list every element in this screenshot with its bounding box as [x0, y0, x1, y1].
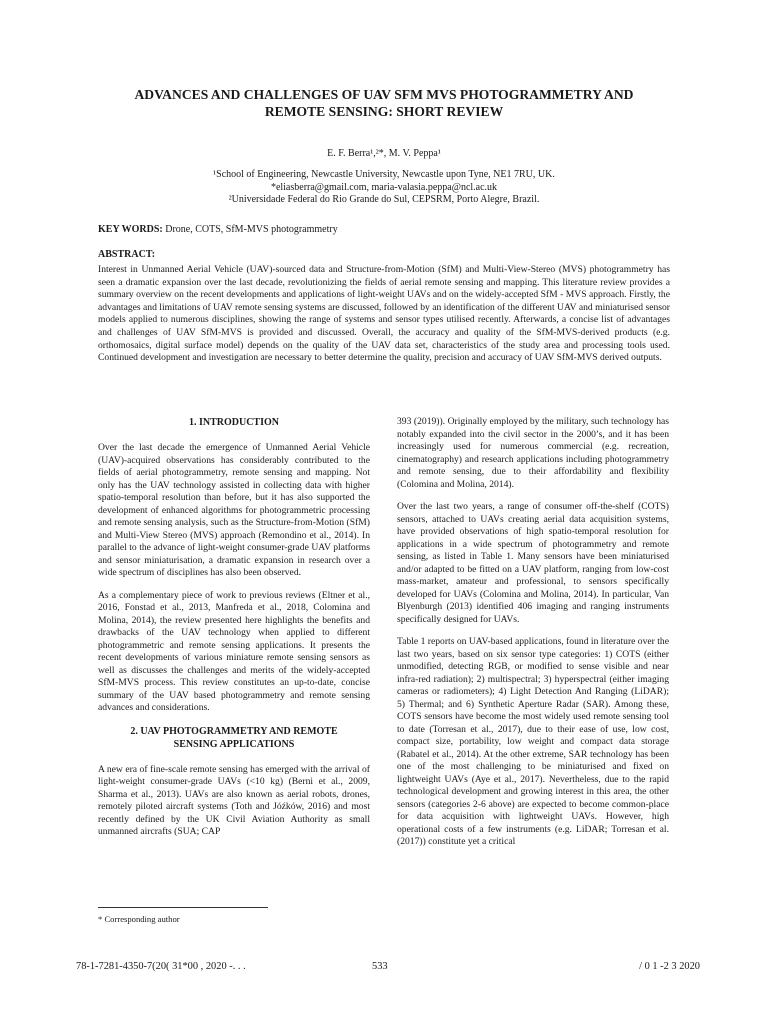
footer-copyright: / 0 1 -2 3 2020: [639, 961, 700, 972]
section-2-heading-line-1: 2. UAV PHOTOGRAMMETRY AND REMOTE: [130, 725, 338, 737]
intro-paragraph-1: Over the last decade the emergence of Unmanned Aerial Vehicle (UAV)-acquired observations has considerably contributed to the fields of aerial photogrammetry, remote sensing and mapping. Not only has the UAV technology assisted in collecting data with higher spatio-temporal resolution than before, but it has also supported the development of enhanced algorithms for photogrammetric processing and remote sensing analysis, such as the Structure-from-Motion (SfM) and Multi-View Stereo (MVS) approach (Remondino et al., 2014). In parallel to the advance of light-weight consumer-grade UAV platforms and sensor miniaturisation, a dramatic expansion in research over a wide spectrum of disciplines has also been observed.: [98, 442, 370, 578]
keywords-line: [98, 224, 670, 235]
right-paragraph-2: Over the last two years, a range of consumer off-the-shelf (COTS) sensors, attached to UAVs creating aerial data acquisition systems, have provided observations of high spatio-temporal resolution for applications in a wide spectrum of photogrammetry and remote sensing, as listed in Table 1. Many sensors have been miniaturised and/or adapted to be fitted on a UAV platform, ranging from low-cost mass-market, amateur and professional, to sensors specifically developed for UAVs (Colomina and Molina, 2014). In particular, Van Blyenburgh (2013) identified 406 imaging and ranging instruments specifically designed for UAVs.: [397, 501, 669, 625]
keywords-label: KEY WORDS:: [98, 224, 163, 235]
footer-isbn: 78-1-7281-4350-7(20( 31*00 , 2020 -. . .: [76, 961, 246, 972]
affiliation-1: ¹School of Engineering, Newcastle University, Newcastle upon Tyne, NE1 7RU, UK.: [213, 169, 555, 180]
affiliation-2: ²Universidade Federal do Rio Grande do Sul, CEPSRM, Porto Alegre, Brazil.: [228, 194, 540, 206]
left-column: [98, 416, 370, 849]
footnote-rule: [98, 907, 268, 908]
right-column: [397, 416, 669, 859]
paper-title: [90, 86, 678, 120]
section-2-heading-line-2: SENSING APPLICATIONS: [173, 738, 295, 750]
section-2-heading: [98, 725, 370, 751]
author-emails: *eliasberra@gmail.com, maria-valasia.peppa@ncl.ac.uk: [270, 181, 498, 193]
keywords-text: Drone, COTS, SfM-MVS photogrammetry: [165, 224, 338, 235]
right-paragraph-1: 393 (2019)). Originally employed by the military, such technology has notably expanded into the civil sector in the 2000’s, and it has been increasingly used for numerous commercial (e.g. recreation, cinematography) and research applications including photogrammetry and remote sensing, due to their affordability and flexibility (Colomina and Molina, 2014).: [397, 416, 669, 490]
page-number: 533: [372, 961, 388, 972]
footnote: * Corresponding author: [98, 914, 180, 924]
abstract-heading: ABSTRACT:: [98, 249, 156, 260]
abstract-text: Interest in Unmanned Aerial Vehicle (UAV)-sourced data and Structure-from-Motion (SfM) and Multi-View-Stereo (MVS) photogrammetry has seen a dramatic expansion over the last decade, revolutionizing the fields of aerial remote sensing and mapping. This literature review provides a summary overview on the recent developments and applications of light-weight UAVs and on the widely-accepted SfM - MVS approach. Firstly, the advantages and limitations of UAV remote sensing systems are discussed, followed by an identification of the different UAV and miniaturised sensor models applied to numerous disciplines, showing the range of systems and sensor types utilised recently. Afterwards, a concise list of advantages and challenges of UAV SfM-MVS is provided and discussed. Overall, the accuracy and quality of the SfM-MVS-derived products (e.g. orthomosaics, digital surface model) depends on the quality of the UAV data set, characteristics of the study area and processing tools used. Continued development and investigation are necessary to better determine the quality, precision and accuracy of UAV SfM-MVS derived outputs.: [98, 264, 670, 364]
intro-paragraph-2: As a complementary piece of work to previous reviews (Eltner et al., 2016, Fonstad et al., 2013, Manfreda et al., 2018, Colomina and Molina, 2014), the review presented here highlights the benefits and drawbacks of the UAV technology when applied to different photogrammetric and remote sensing applications. It presents the recent developments of various miniature remote sensing sensors as well as discusses the challenges and merits of the widely-accepted SfM-MVS process. This review constitutes an up-to-date, concise summary of the UAV based photogrammetry and remote sensing advances and considerations.: [98, 589, 370, 713]
title-line-2: REMOTE SENSING: SHORT REVIEW: [264, 104, 504, 119]
title-line-1: ADVANCES AND CHALLENGES OF UAV SFM MVS PHOTOGRAMMETRY AND: [134, 87, 634, 102]
section-1-heading: 1. INTRODUCTION: [188, 417, 279, 428]
affiliations: [90, 169, 678, 207]
right-paragraph-3: Table 1 reports on UAV-based applications, found in literature over the last two years, based on six sensor type categories: 1) COTS (either unmodified, detecting RGB, or modified to sense visible and near infra-red radiation); 2) multispectral; 3) hyperspectral (either imaging cameras or radiometers); 4) Light Detection And Ranging (LiDAR); 5) Thermal; and 6) Synthetic Aperture Radar (SAR). Among these, COTS sensors have become the most widely used remote sensing tool to date (Torresan et al., 2017), due to their ease of use, low cost, compact size, portability, low weight and compact data storage (Rabatel et al., 2014). At the other extreme, SAR technology has been one of the most challenging to be miniaturised and fixed on lightweight UAVs (Aye et al., 2017). Nevertheless, due to the rapid technological development and growing interest in this area, the other sensors (categories 2-6 above) are expected to become common-place for data acquisition with lightweight UAVs. However, high operational costs of a few instruments (e.g. LiDAR; Torresan et al. (2017)) constitute yet a critical: [397, 636, 669, 847]
section-2-paragraph-1: A new era of fine-scale remote sensing has emerged with the arrival of light-weight consumer-grade UAVs (<10 kg) (Berni et al., 2009, Sharma et al., 2013). UAVs are also known as aerial robots, drones, remotely piloted aircraft systems (Toth and Jóźków, 2016) and most recently defined by the UK Civil Aviation Authority as small unmanned aircrafts (SUA; CAP: [98, 763, 370, 837]
author-list: E. F. Berra¹,²*, M. V. Peppa¹: [327, 148, 441, 159]
